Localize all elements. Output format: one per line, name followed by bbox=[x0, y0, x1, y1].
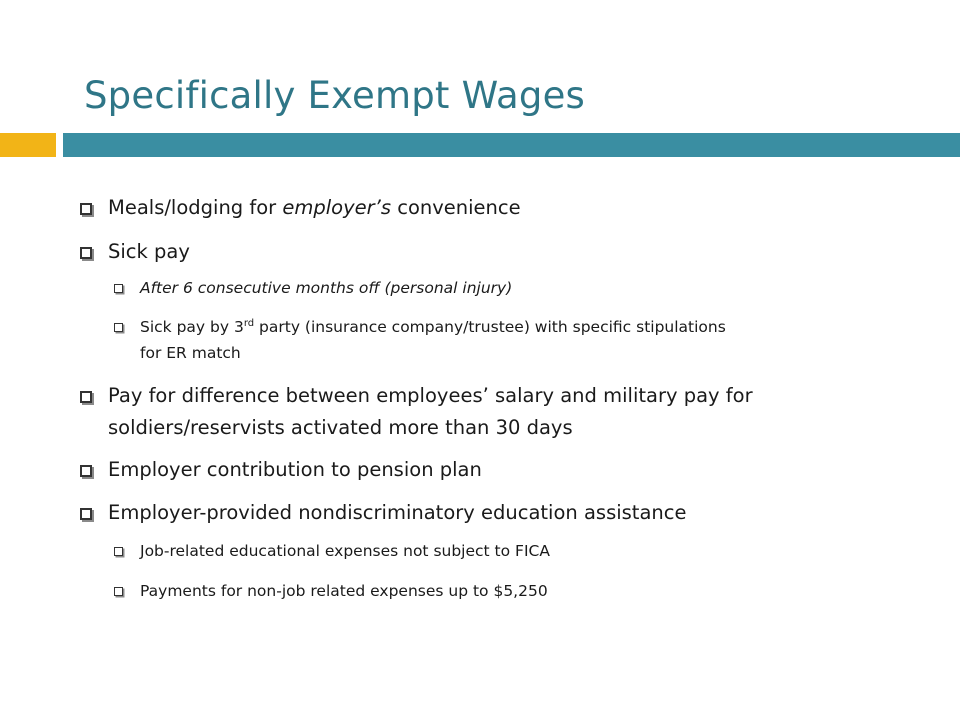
checkbox-bullet-icon bbox=[80, 465, 92, 477]
checkbox-bullet-icon bbox=[80, 203, 92, 215]
checkbox-bullet-icon bbox=[80, 508, 92, 520]
checkbox-bullet-icon bbox=[80, 247, 92, 259]
list-item-text: Meals/lodging for employer’s convenience bbox=[108, 196, 521, 219]
list-item-text: After 6 consecutive months off (personal injury) bbox=[140, 279, 513, 297]
list-item-text: soldiers/reservists activated more than 30 days bbox=[108, 416, 573, 439]
sub-item-third-party bbox=[114, 314, 726, 340]
list-item-text: Job-related educational expenses not subject to FICA bbox=[140, 542, 550, 560]
list-item-pension bbox=[80, 454, 482, 486]
sub-item-six-months bbox=[114, 275, 512, 301]
checkbox-bullet-icon bbox=[114, 587, 123, 596]
checkbox-bullet-icon bbox=[114, 323, 123, 332]
list-item-text: for ER match bbox=[140, 344, 241, 362]
sub-item-third-party-cont bbox=[114, 340, 241, 366]
slide-title: Specifically Exempt Wages bbox=[84, 74, 586, 117]
list-item-text: Sick pay bbox=[108, 240, 190, 263]
list-item-text: Employer-provided nondiscriminatory education assistance bbox=[108, 501, 687, 524]
sub-item-job-related bbox=[114, 538, 550, 564]
checkbox-bullet-icon bbox=[80, 391, 92, 403]
checkbox-bullet-icon bbox=[114, 284, 123, 293]
list-item-text: Pay for difference between employees’ salary and military pay for bbox=[108, 384, 753, 407]
list-item-text: Employer contribution to pension plan bbox=[108, 458, 482, 481]
list-item-text: Sick pay by 3rd party (insurance company/trustee) with specific stipulations bbox=[140, 317, 726, 336]
list-item-military bbox=[80, 380, 753, 412]
checkbox-bullet-icon bbox=[114, 547, 123, 556]
list-item-education bbox=[80, 497, 686, 529]
sub-item-non-job bbox=[114, 578, 548, 604]
list-item-sick-pay bbox=[80, 236, 190, 268]
list-item-military-cont bbox=[80, 412, 573, 444]
list-item-text: Payments for non-job related expenses up to $5,250 bbox=[140, 582, 548, 600]
list-item-meals bbox=[80, 192, 521, 224]
